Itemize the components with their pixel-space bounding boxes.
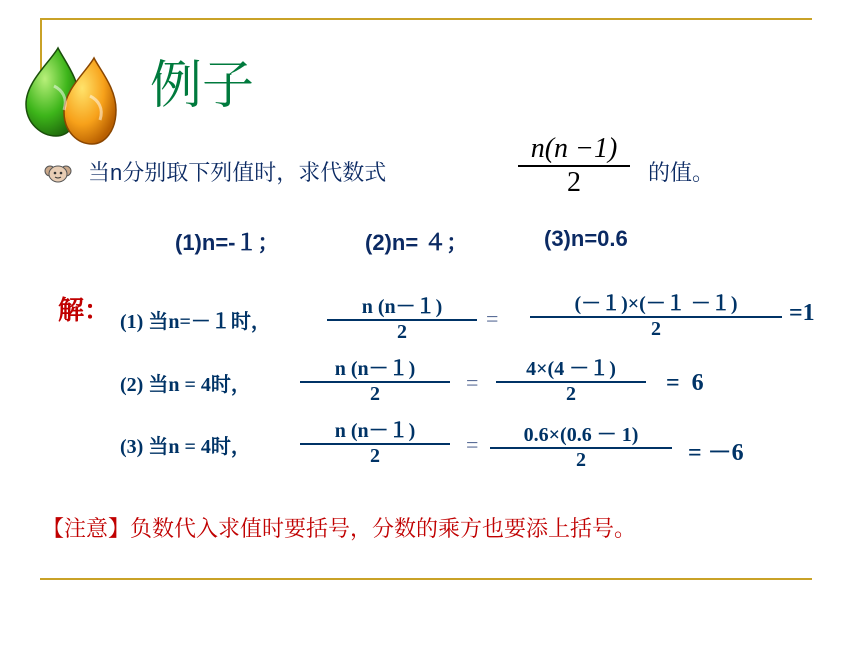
row1-f2-numerator: (－１)×(－１ －１)	[574, 293, 738, 315]
row1-fraction-1	[327, 290, 477, 344]
case-3: (3)n=0.6	[544, 226, 628, 251]
row1-f1-numerator: n (n－１)	[361, 296, 443, 318]
row2-fraction-1	[300, 352, 450, 406]
row3-lead: (3) 当n = 4时，	[120, 436, 251, 458]
row2-fraction-2	[496, 352, 646, 406]
row3-result: = －6	[688, 440, 744, 466]
row2-f1-numerator: n (n－１)	[334, 358, 416, 380]
slide-title: 例子	[150, 56, 255, 116]
row1-f1-denominator: 2	[397, 321, 407, 343]
expression-numerator: n(n −1)	[530, 133, 618, 164]
row3-f1-denominator: 2	[370, 445, 380, 467]
row1-result: =1	[789, 300, 815, 326]
row1-fraction-2	[530, 287, 782, 341]
row3-fraction-1	[300, 414, 450, 468]
question-text: 当n分别取下列值时，求代数式	[88, 160, 387, 185]
row2-equals: =	[466, 370, 479, 395]
row3-f2-denominator: 2	[576, 449, 586, 471]
row3-fraction-2	[490, 418, 672, 472]
row3-f2-numerator: 0.6×(0.6 － 1)	[523, 424, 639, 446]
expression-denominator: 2	[567, 167, 581, 198]
row1-equals: =	[486, 306, 499, 331]
row2-lead: (2) 当n = 4时，	[120, 374, 251, 396]
row3-f1-numerator: n (n－１)	[334, 420, 416, 442]
balloons-icon	[18, 40, 138, 150]
solution-label: 解：	[58, 296, 111, 326]
row2-f2-numerator: 4×(4 －１)	[526, 358, 616, 380]
monkey-bullet-icon	[44, 162, 72, 184]
case-1: (1)n=-１；	[175, 230, 280, 255]
bottom-rule	[40, 578, 812, 580]
row3-equals: =	[466, 432, 479, 457]
question-suffix: 的值。	[648, 160, 715, 185]
row1-f2-denominator: 2	[651, 318, 661, 340]
row2-f1-denominator: 2	[370, 383, 380, 405]
row2-f2-denominator: 2	[566, 383, 576, 405]
case-2: (2)n= ４；	[365, 230, 469, 255]
expression-fraction	[518, 133, 630, 199]
row1-lead: (1) 当n=－１时，	[120, 311, 271, 333]
note-text: 【注意】负数代入求值时要括号，分数的乘方也要添上括号。	[42, 517, 637, 542]
row2-result: = 6	[666, 370, 704, 396]
top-rule	[40, 18, 812, 20]
